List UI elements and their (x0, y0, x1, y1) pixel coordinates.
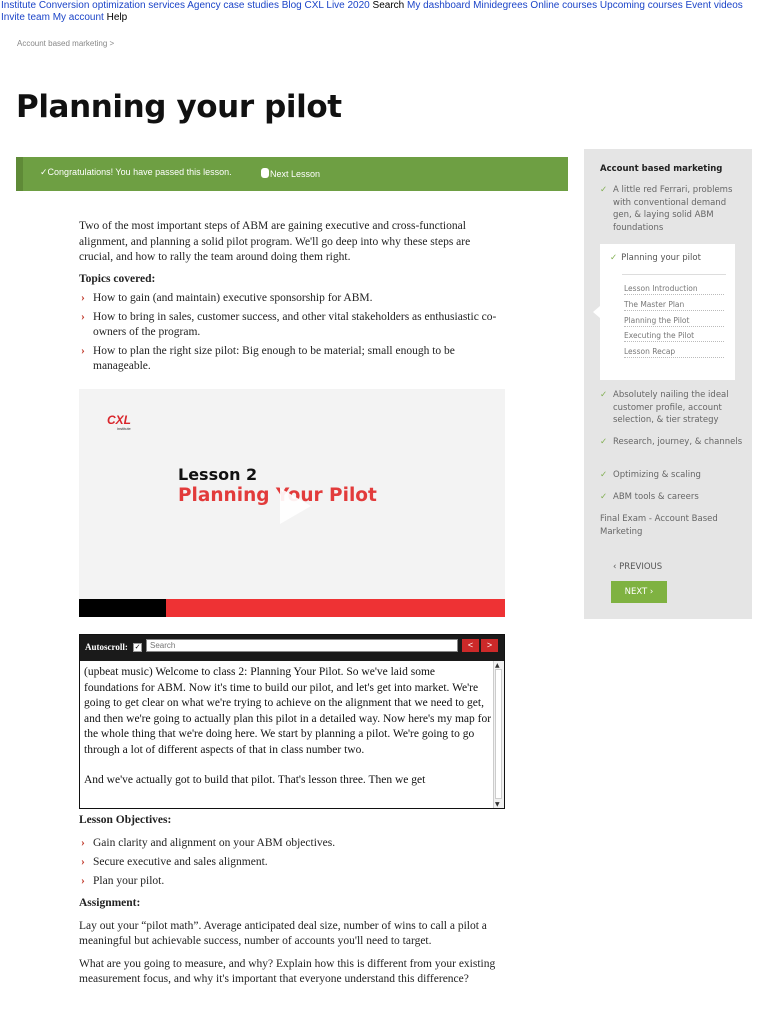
list-item: › Gain clarity and alignment on your ABM objectives. (79, 836, 505, 852)
assignment-heading: Assignment: (79, 897, 141, 909)
next-lesson-link[interactable]: Next Lesson (261, 168, 320, 179)
divider (622, 274, 726, 275)
transcript-prev-button[interactable]: < (462, 639, 479, 652)
autoscroll-label: Autoscroll: (85, 642, 128, 652)
list-item: › Secure executive and sales alignment. (79, 855, 505, 871)
video-progress-fill (79, 599, 166, 617)
top-navigation (0, 0, 763, 24)
scroll-down-icon[interactable]: ▼ (495, 801, 500, 808)
list-item: › How to gain (and maintain) executive sponsorship for ABM. (79, 291, 505, 307)
check-icon: ✓ (600, 492, 608, 502)
nav-invite-team[interactable]: Invite team (1, 12, 50, 23)
assignment-paragraph: Lay out your “pilot math”. Average anticipated deal size, number of wins to call a pilot a meaningful but achievable success, number of accounts you'll need to target. (79, 919, 487, 947)
chevron-right-icon: › (81, 344, 85, 357)
check-icon: ✓ (600, 437, 608, 447)
autoscroll-checkbox[interactable]: ✓ (134, 643, 141, 651)
chevron-right-icon: › (81, 836, 85, 849)
nav-help[interactable]: Help (106, 12, 128, 23)
course-title[interactable]: Account based marketing (600, 164, 723, 174)
nav-search[interactable]: Search (372, 0, 405, 11)
page-title: Planning your pilot (16, 89, 342, 125)
check-icon: ✓ (40, 167, 48, 177)
sub-lesson-introduction[interactable]: Lesson Introduction (624, 284, 724, 295)
transcript-toolbar (80, 635, 504, 661)
video-progress-bar[interactable] (79, 599, 505, 617)
completion-banner (16, 157, 568, 191)
nav-conversion-services[interactable]: Conversion optimization services (38, 0, 185, 11)
sidebar-lesson-1[interactable]: ✓ A little red Ferrari, problems with conventional demand gen, & laying solid ABM foundations (600, 185, 733, 233)
sub-lesson-recap[interactable]: Lesson Recap (624, 347, 724, 358)
cxl-logo: CXL (107, 413, 131, 427)
course-sidebar (584, 149, 752, 619)
nav-upcoming-courses[interactable]: Upcoming courses (599, 0, 683, 11)
nav-my-dashboard[interactable]: My dashboard (407, 0, 471, 11)
video-player[interactable] (79, 389, 505, 617)
transcript-panel (79, 634, 505, 809)
video-lesson-number: Lesson 2 (178, 465, 258, 484)
sidebar-lesson-5[interactable]: ✓ Optimizing & scaling (600, 470, 701, 480)
scroll-up-icon[interactable]: ▲ (495, 662, 500, 669)
transcript-paragraph: (upbeat music) Welcome to class 2: Planning Your Pilot. So we've laid some foundations for ABM. Now it's time to build our pilot, and let's get into market. We're going to get clear on what we're trying to achieve on the alignment that we need to get, and then we're going to actually plan this pilot in a detailed way. Now here's my map for the whole thing that we're doing here. We start by planning a pilot. We're going to go through a lot of different aspects of that in class number two. (84, 666, 492, 756)
nav-cxl-live[interactable]: CXL Live 2020 (304, 0, 370, 11)
chevron-right-icon: › (81, 855, 85, 868)
completion-message: ✓Congratulations! You have passed this lesson. (40, 167, 232, 177)
sidebar-lesson-3[interactable]: ✓ Absolutely nailing the ideal customer profile, account selection, & tier strategy (600, 390, 729, 425)
topics-heading: Topics covered: (79, 272, 156, 285)
topics-list (79, 291, 505, 375)
check-icon: ✓ (610, 253, 618, 263)
check-icon: ✓ (600, 390, 608, 400)
scrollbar-thumb[interactable] (495, 669, 502, 799)
list-item: › How to plan the right size pilot: Big enough to be material; small enough to be manageable. (81, 344, 455, 372)
sub-lesson-planning-pilot[interactable]: Planning the Pilot (624, 316, 724, 327)
transcript-paragraph: And we've actually got to build that pilot. That's lesson three. Then we get (84, 774, 426, 786)
sidebar-lesson-6[interactable]: ✓ ABM tools & careers (600, 492, 699, 502)
transcript-text (84, 665, 492, 805)
chevron-right-icon: › (81, 292, 85, 304)
lesson-intro (79, 219, 505, 379)
sidebar-final-exam[interactable]: Final Exam - Account Based Marketing (600, 514, 718, 537)
sub-lesson-master-plan[interactable]: The Master Plan (624, 300, 724, 311)
nav-event-videos[interactable]: Event videos (685, 0, 743, 11)
chevron-right-icon: › (81, 310, 85, 323)
check-icon: ✓ (600, 185, 608, 195)
active-lesson-title[interactable]: ✓ Planning your pilot (610, 253, 701, 263)
objectives-list (79, 836, 505, 890)
nav-my-account[interactable]: My account (52, 12, 104, 23)
check-icon: ✓ (600, 470, 608, 480)
list-item: › Plan your pilot. (79, 874, 505, 890)
breadcrumb[interactable]: Account based marketing > (17, 39, 115, 48)
previous-link[interactable]: ‹ PREVIOUS (613, 562, 663, 572)
nav-institute[interactable]: Institute (1, 0, 37, 11)
transcript-next-button[interactable]: > (481, 639, 498, 652)
chevron-right-icon: › (81, 874, 85, 887)
lesson-details (79, 813, 505, 995)
mouse-icon (261, 168, 269, 178)
objectives-heading: Lesson Objectives: (79, 814, 172, 826)
active-pointer (593, 306, 600, 318)
sub-lesson-executing-pilot[interactable]: Executing the Pilot (624, 331, 724, 342)
sidebar-lesson-4[interactable]: ✓ Research, journey, & channels (600, 437, 743, 447)
next-button[interactable]: NEXT › (611, 581, 667, 603)
transcript-search-input[interactable] (146, 639, 458, 652)
sidebar-active-lesson (600, 244, 735, 380)
assignment-paragraph: What are you going to measure, and why? Explain how this is different from your existing measurement focus, and why it's important that everyone understand this difference? (79, 957, 496, 985)
nav-online-courses[interactable]: Online courses (530, 0, 598, 11)
logo-subtitle: institute (117, 426, 131, 431)
nav-agency-case-studies[interactable]: Agency case studies (187, 0, 279, 11)
nav-minidegrees[interactable]: Minidegrees (473, 0, 528, 11)
play-icon[interactable] (280, 488, 311, 524)
video-lesson-title: Planning Your Pilot (178, 485, 377, 506)
nav-blog[interactable]: Blog (281, 0, 302, 11)
intro-paragraph: Two of the most important steps of ABM are gaining executive and cross-functional alignment, and planning a solid pilot program. We'll go deep into why these steps are crucial, and how to rally the team around doing them right. (79, 220, 471, 263)
list-item: › How to bring in sales, customer success, and other vital stakeholders as enthusiastic co-owners of the program. (81, 310, 497, 338)
transcript-scrollbar[interactable] (493, 661, 504, 808)
